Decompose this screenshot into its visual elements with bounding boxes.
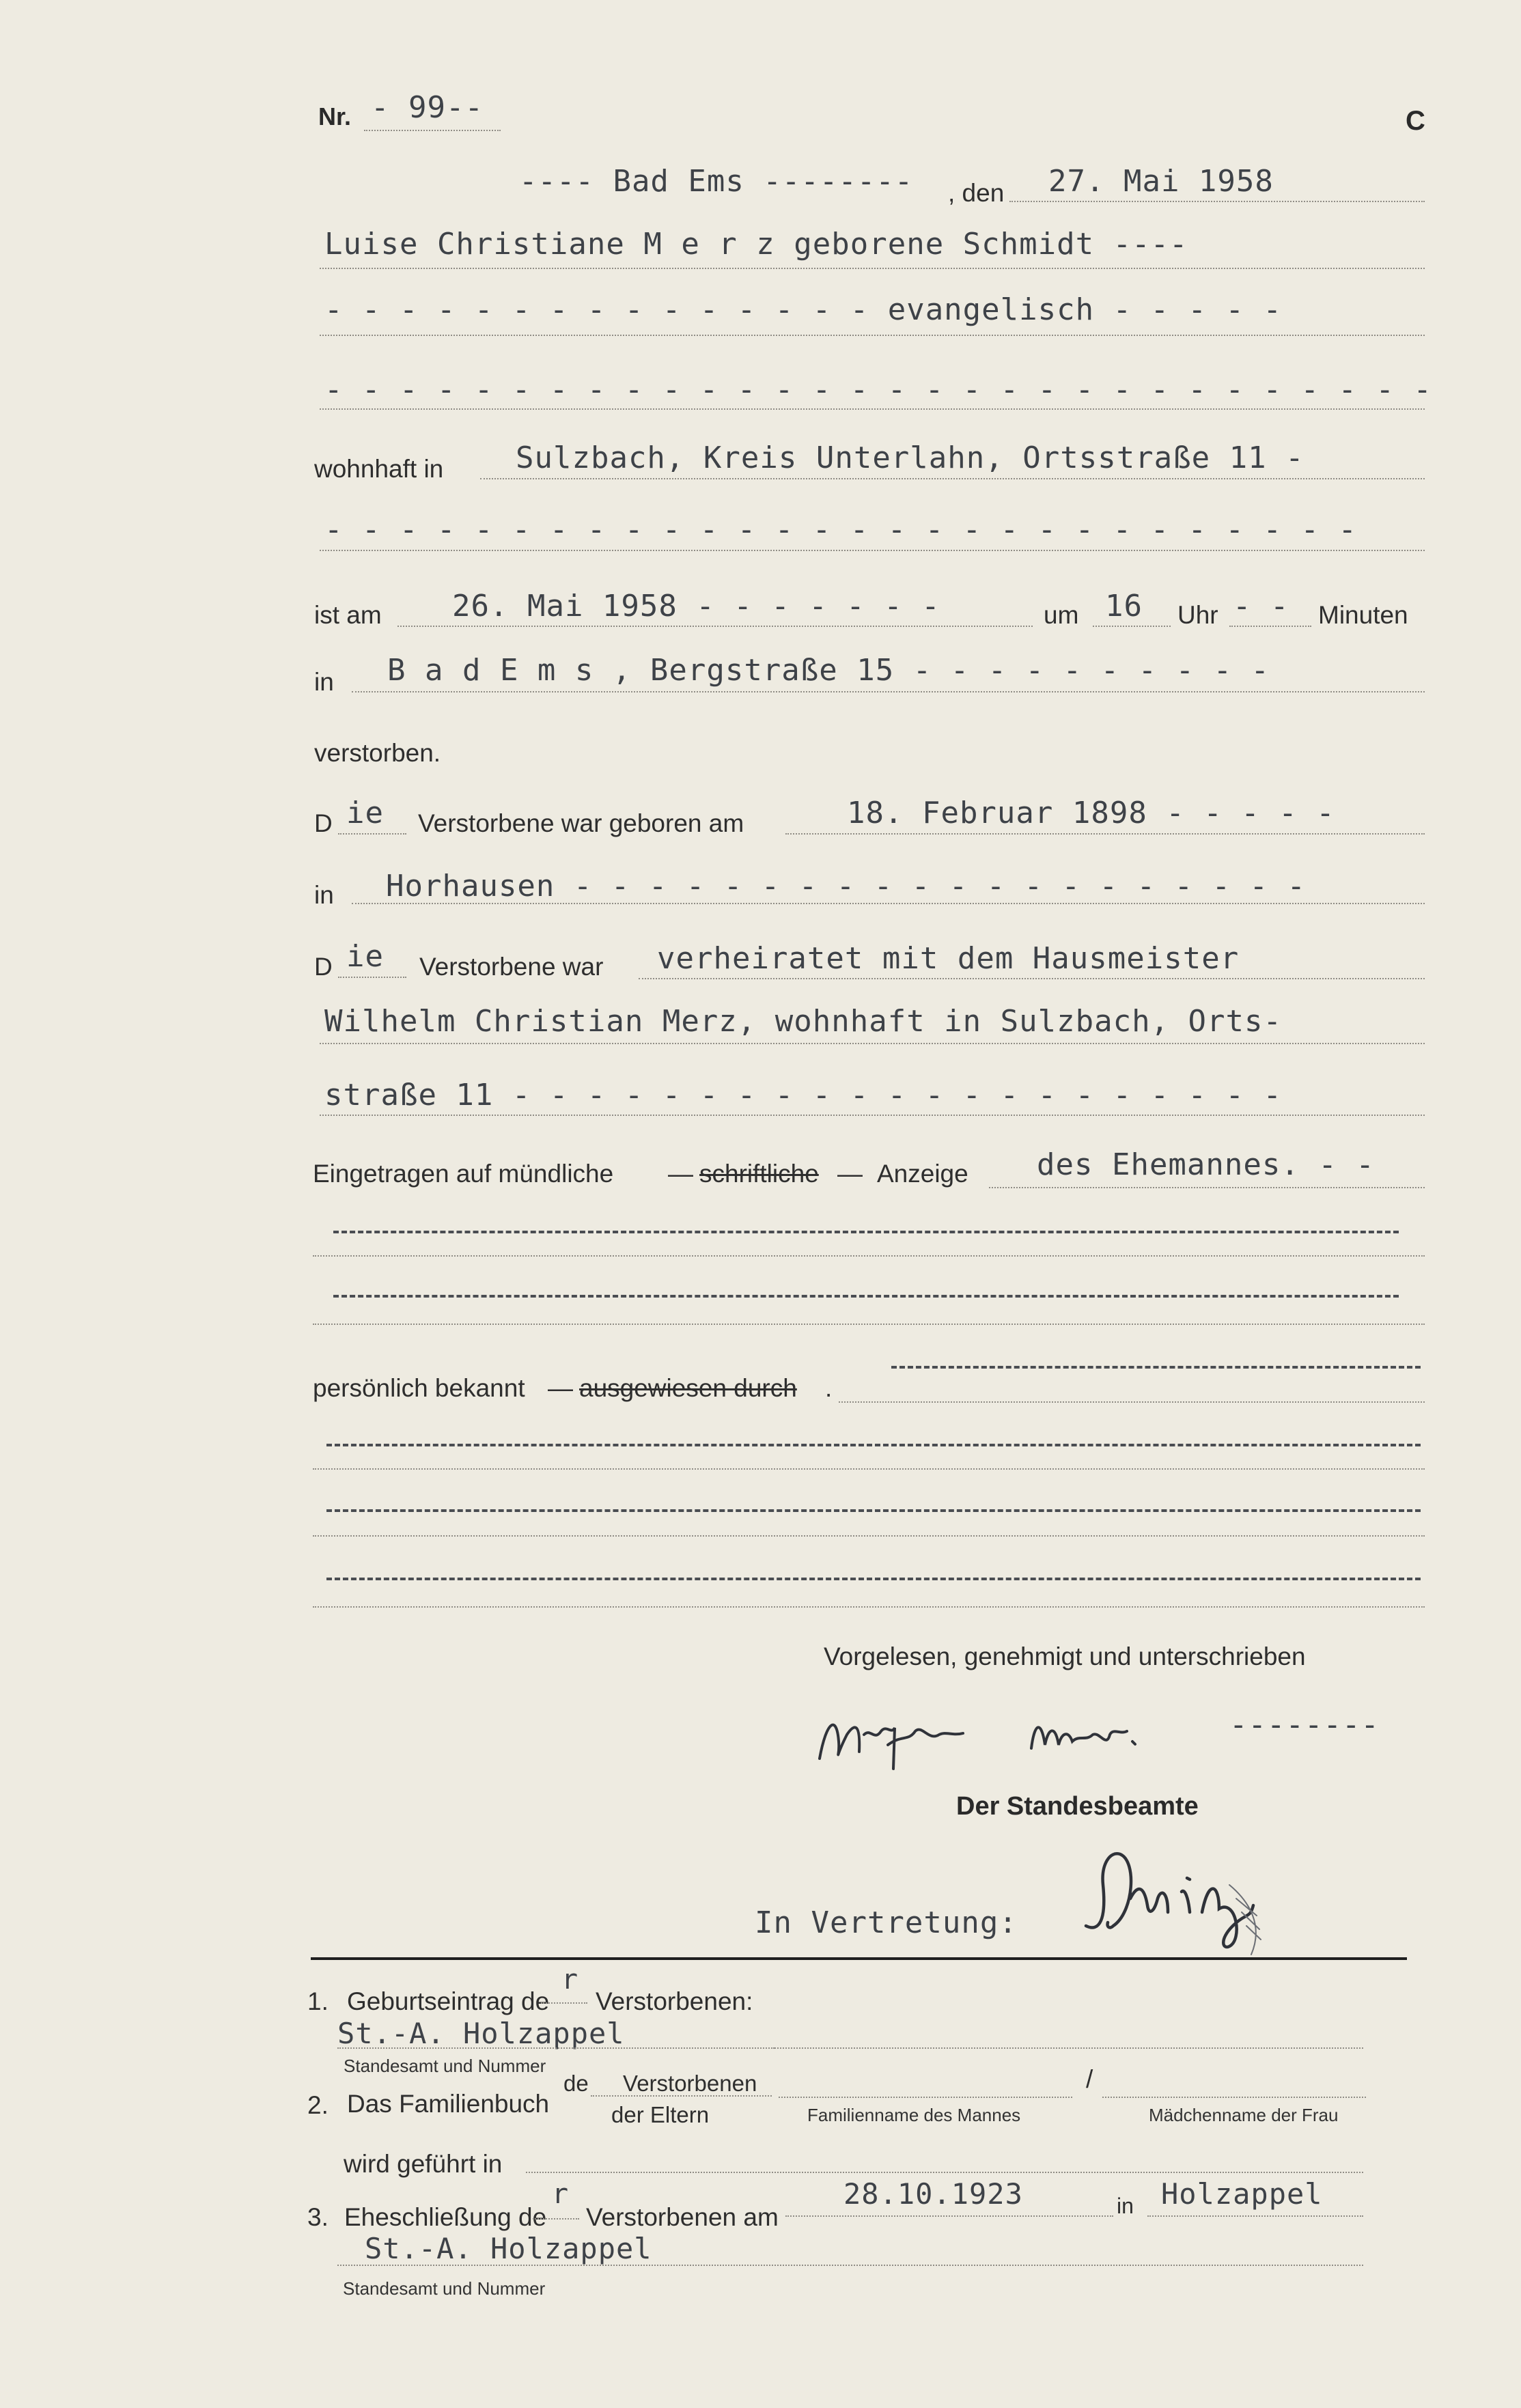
dotted-line [320,268,1425,269]
death-place: B a d E m s , Bergstraße 15 - - - - - - - - - - [387,653,1270,688]
deceased-residence: Sulzbach, Kreis Unterlahn, Ortsstraße 11 - [516,440,1304,475]
dotted-line [313,1468,1425,1470]
entry-value: des Ehemannes. - - [1037,1147,1375,1182]
dotted-line [839,1401,1425,1403]
section-divider [311,1957,1407,1960]
note-2-slash: / [1086,2065,1093,2093]
informant-signature-dash: -------- [1229,1707,1380,1742]
filler-dashed-line [326,1578,1421,1580]
informant-signature [806,1694,1188,1782]
dotted-line [313,1606,1425,1608]
note-2-eltern: der Eltern [611,2102,710,2127]
note-3-in-label: in [1117,2194,1134,2218]
verstorben-label: verstorben. [314,739,441,767]
dotted-line [591,2095,772,2097]
dotted-line [480,478,1425,479]
note-2-col2: Mädchenname der Frau [1149,2105,1339,2125]
dotted-line [338,833,406,835]
note-3-label-cont: Verstorbenen am [586,2203,779,2231]
minuten-label: Minuten [1318,601,1408,629]
dotted-line [313,1324,1425,1325]
entry-struck-text: schriftliche [699,1160,819,1188]
dotted-line [639,978,1425,979]
filler-dashed-line [326,1509,1421,1512]
record-number-label: Nr. [318,102,352,130]
spouse-address-line: straße 11 - - - - - - - - - - - - - - - - - - - - - [324,1078,1283,1112]
note-3-date: 28.10.1923 [843,2177,1023,2211]
dotted-line [313,1535,1425,1537]
note-2-de: de [563,2071,589,2096]
dotted-line [320,408,1425,410]
note-3-place: Holzappel [1161,2177,1323,2211]
corner-letter: C [1406,106,1425,136]
filler-dashed-line [333,1231,1399,1233]
d-suffix: ie [346,939,384,974]
dotted-line [337,2265,1363,2266]
personal-end: . [825,1374,833,1402]
birth-date: 18. Februar 1898 - - - - - [847,796,1335,830]
entry-dash: — [668,1160,693,1188]
entry-label: Eingetragen auf mündliche [313,1160,614,1188]
dotted-line [785,2215,1113,2217]
dotted-line [320,1115,1425,1116]
den-label: , den [948,179,1005,207]
dotted-line [313,1255,1425,1257]
registrar-signature [1072,1837,1345,1967]
filler-dashed-line [333,1295,1399,1298]
death-date: 26. Mai 1958 - - - - - - - [452,589,940,624]
note-3-number: 3. [307,2203,329,2231]
place-of-registration: ---- Bad Ems -------- [519,164,914,199]
dotted-line [1102,2097,1366,2098]
filler-dashed-line [326,1444,1421,1446]
um-label: um [1044,601,1079,629]
note-2-gefuehrt-label: wird geführt in [344,2150,503,2178]
birth-label: Verstorbene war geboren am [418,809,744,837]
dotted-line [320,335,1425,336]
deceased-name: Luise Christiane M e r z geborene Schmidt ---- [324,227,1188,262]
record-number: - 99-- [371,90,484,125]
note-3-sublabel: Standesamt und Nummer [343,2278,546,2299]
dotted-line [364,130,501,131]
in-label: in [314,881,334,909]
note-2-label: Das Familienbuch [347,2090,550,2118]
deceased-religion: - - - - - - - - - - - - - - - evangelisch - - - - - [324,292,1283,327]
dotted-line [989,1187,1425,1188]
dotted-line [526,2172,1363,2173]
marital-label: Verstorbene war [419,953,604,981]
note-1-number: 1. [307,1987,329,2015]
dotted-line [785,833,1425,835]
note-3-value: St.-A. Holzappel [365,2232,652,2265]
dotted-line [541,2002,587,2004]
dotted-line [338,977,406,978]
registration-date: 27. Mai 1958 [1048,164,1274,199]
note-1-label: Geburtseintrag de [347,1987,550,2015]
note-3-label: Eheschließung de [344,2203,547,2231]
dotted-line [1229,626,1311,627]
read-approved-label: Vorgelesen, genehmigt und unterschrieben [824,1642,1306,1670]
anzeige-label: Anzeige [877,1160,968,1188]
dotted-line [1147,2215,1363,2217]
d-suffix: ie [346,796,384,830]
note-2-col1: Familienname des Mannes [807,2105,1021,2125]
registrar-label: Der Standesbeamte [956,1792,1199,1821]
dotted-line [533,2218,579,2220]
birth-place: Horhausen - - - - - - - - - - - - - - - - - - - - [386,869,1307,904]
in-label: in [314,668,334,696]
personal-struck-text: ausgewiesen durch [579,1374,797,1402]
dotted-line [352,691,1425,692]
d-prefix: D [314,809,333,837]
dotted-line [337,2047,775,2049]
dotted-line [1009,201,1425,202]
dotted-line [352,903,1425,904]
deputy-label: In Vertretung: [755,1905,1018,1940]
dotted-line [397,626,1033,627]
note-1-label-cont: Verstorbenen: [596,1987,753,2015]
filler-dashes: - - - - - - - - - - - - - - - - - - - - - - - - - - - - - - [324,372,1432,407]
note-2-verstorbenen: Verstorbenen [623,2071,757,2096]
note-1-value: St.-A. Holzappel [337,2017,625,2050]
dotted-line [775,2047,1363,2049]
marital-status: verheiratet mit dem Hausmeister [657,941,1240,976]
spouse-line: Wilhelm Christian Merz, wohnhaft in Sulzbach, Orts- [324,1004,1283,1039]
death-hour: 16 [1105,589,1143,624]
note-3-suffix: r [552,2179,570,2210]
death-minutes: - - [1233,589,1289,624]
residence-continuation: - - - - - - - - - - - - - - - - - - - - - - - - - - - - [324,512,1357,547]
uhr-label: Uhr [1177,601,1218,629]
dotted-line [320,1043,1425,1044]
filler-dashed-line [891,1366,1421,1369]
personal-label: persönlich bekannt [313,1374,525,1402]
dotted-line [320,550,1425,551]
dotted-line [1093,626,1171,627]
entry-dash: — [837,1160,863,1188]
note-1-sublabel: Standesamt und Nummer [344,2056,546,2076]
d-prefix: D [314,953,333,981]
note-1-suffix: r [561,1964,579,1996]
ist-am-label: ist am [314,601,382,629]
residence-label: wohnhaft in [314,455,444,483]
personal-dash: — [548,1374,573,1402]
dotted-line [779,2097,1072,2098]
note-2-number: 2. [307,2091,329,2119]
